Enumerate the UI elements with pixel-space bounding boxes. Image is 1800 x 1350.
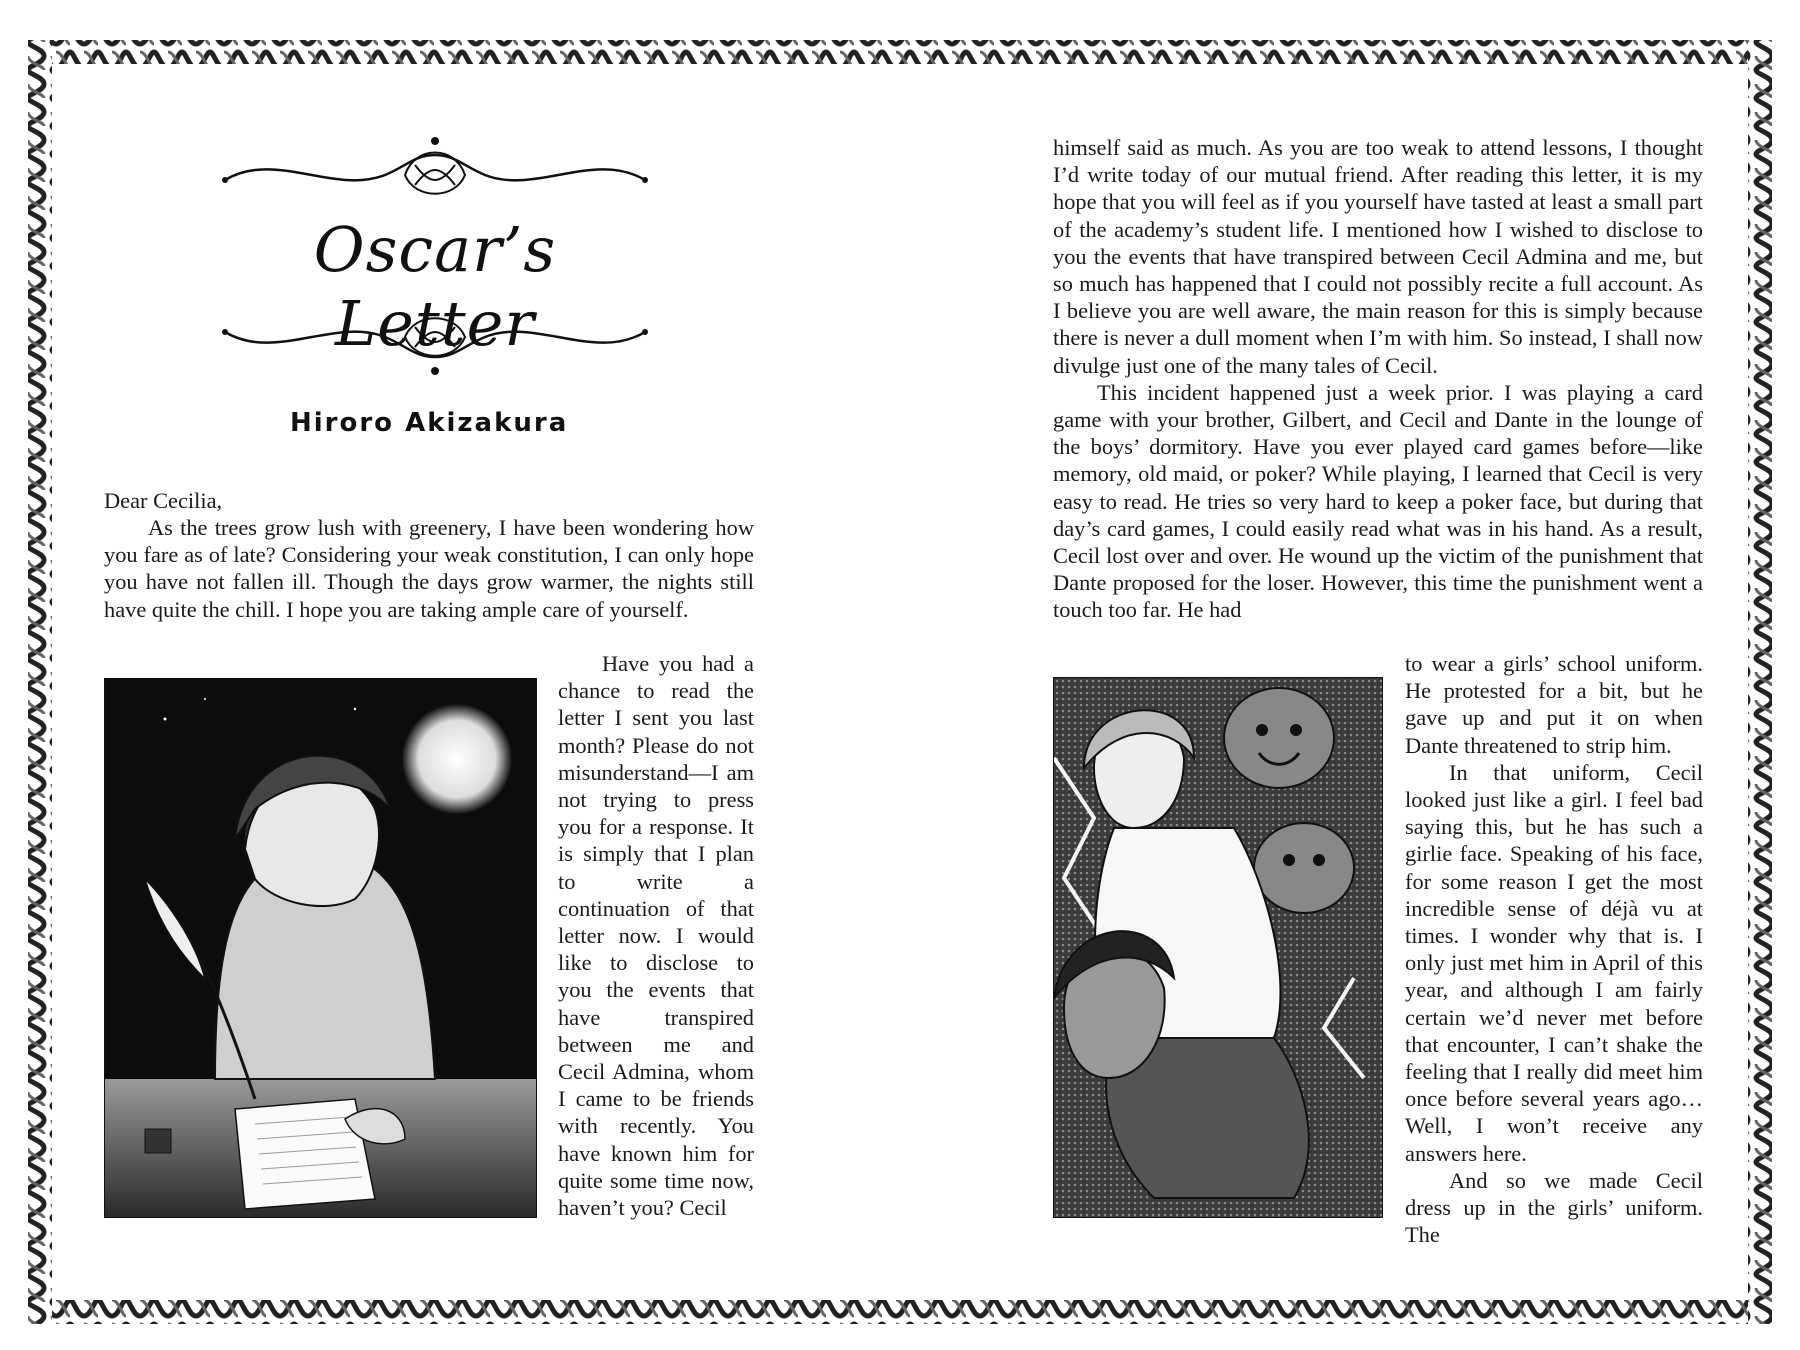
right-column-paragraph-3: And so we made Cecil dress up in the girls’ uniform. The: [1405, 1167, 1703, 1248]
left-column-paragraph: Have you had a chance to read the letter I sent you last month? Please do not misunderstand—I am not trying to press you for a response. It is simply that I plan to write a continuation of that letter now. I would like to disclose to you the events that have transpired between me and Cecil Admina, whom I came to be friends with recently. You have known him for quite some time now, haven’t you? Cecil: [558, 651, 754, 1221]
story-title: Oscar’s Letter: [313, 213, 557, 361]
right-top-paragraph-1: himself said as much. As you are too weak to attend lessons, I thought I’d write today of our mutual friend. After reading this letter, it is my hope that you will feel as if you yourself have tasted at least a small part of the academy’s student life. I mentioned how I wished to disclose to you the events that have transpired between Cecil Admina and me, but so much has happened that I could not possibly recite a full account. As I believe you are well aware, the main reason for this is simply because there is never a dull moment when I’m with him. So instead, I shall now divulge just one of the many tales of Cecil.: [1053, 135, 1703, 378]
flourish-ornament-top: [215, 135, 655, 205]
flourish-ornament-bottom: [215, 307, 655, 377]
title-block: [215, 135, 655, 362]
right-text-column: [1405, 650, 1703, 1248]
letter-greeting: Dear Cecilia,: [104, 488, 223, 513]
right-column-paragraph-2: In that uniform, Cecil looked just like a girl. I feel bad saying this, but he has such a girlie face. Speaking of his face, for some reason I get the most incredible sense of déjà vu at times. I wonder why that is. I only just met him in April of this year, and although I am fairly certain we’d never met before that encounter, I can’t shake the feeling that I really did meet him once before several years ago… Well, I won’t receive any answers here.: [1405, 759, 1703, 1166]
intro-paragraph: As the trees grow lush with greenery, I have been wondering how you fare as of late? Considering your weak constitution, I can only hope you have not fallen ill. Though the days grow warmer, the nights still have quite the chill. I hope you are taking ample care of yourself.: [104, 515, 754, 622]
right-text-top: [1053, 134, 1703, 624]
illustration-cecil-uniform: [1053, 677, 1383, 1218]
right-top-paragraph-2: This incident happened just a week prior. I was playing a card game with your brother, Gilbert, and Cecil and Dante in the lounge of the boys’ dormitory. Have you ever played card games before—like memory, old maid, or poker? While playing, I learned that Cecil is very easy to read. He tries so very hard to keep a poker face, but during that day’s card games, I could easily read what was in his hand. As a result, Cecil lost over and over. He wound up the victim of the punishment that Dante proposed for the loser. However, this time the punishment went a touch too far. He had: [1053, 379, 1703, 623]
author-name: Hiroro Akizakura: [290, 408, 569, 438]
letter-intro: [104, 514, 754, 623]
left-text-column: [558, 650, 754, 1221]
illustration-oscar-writing: [104, 678, 537, 1218]
right-column-paragraph-1: to wear a girls’ school uniform. He protested for a bit, but he gave up and put it on when Dante threatened to strip him.: [1405, 651, 1703, 758]
